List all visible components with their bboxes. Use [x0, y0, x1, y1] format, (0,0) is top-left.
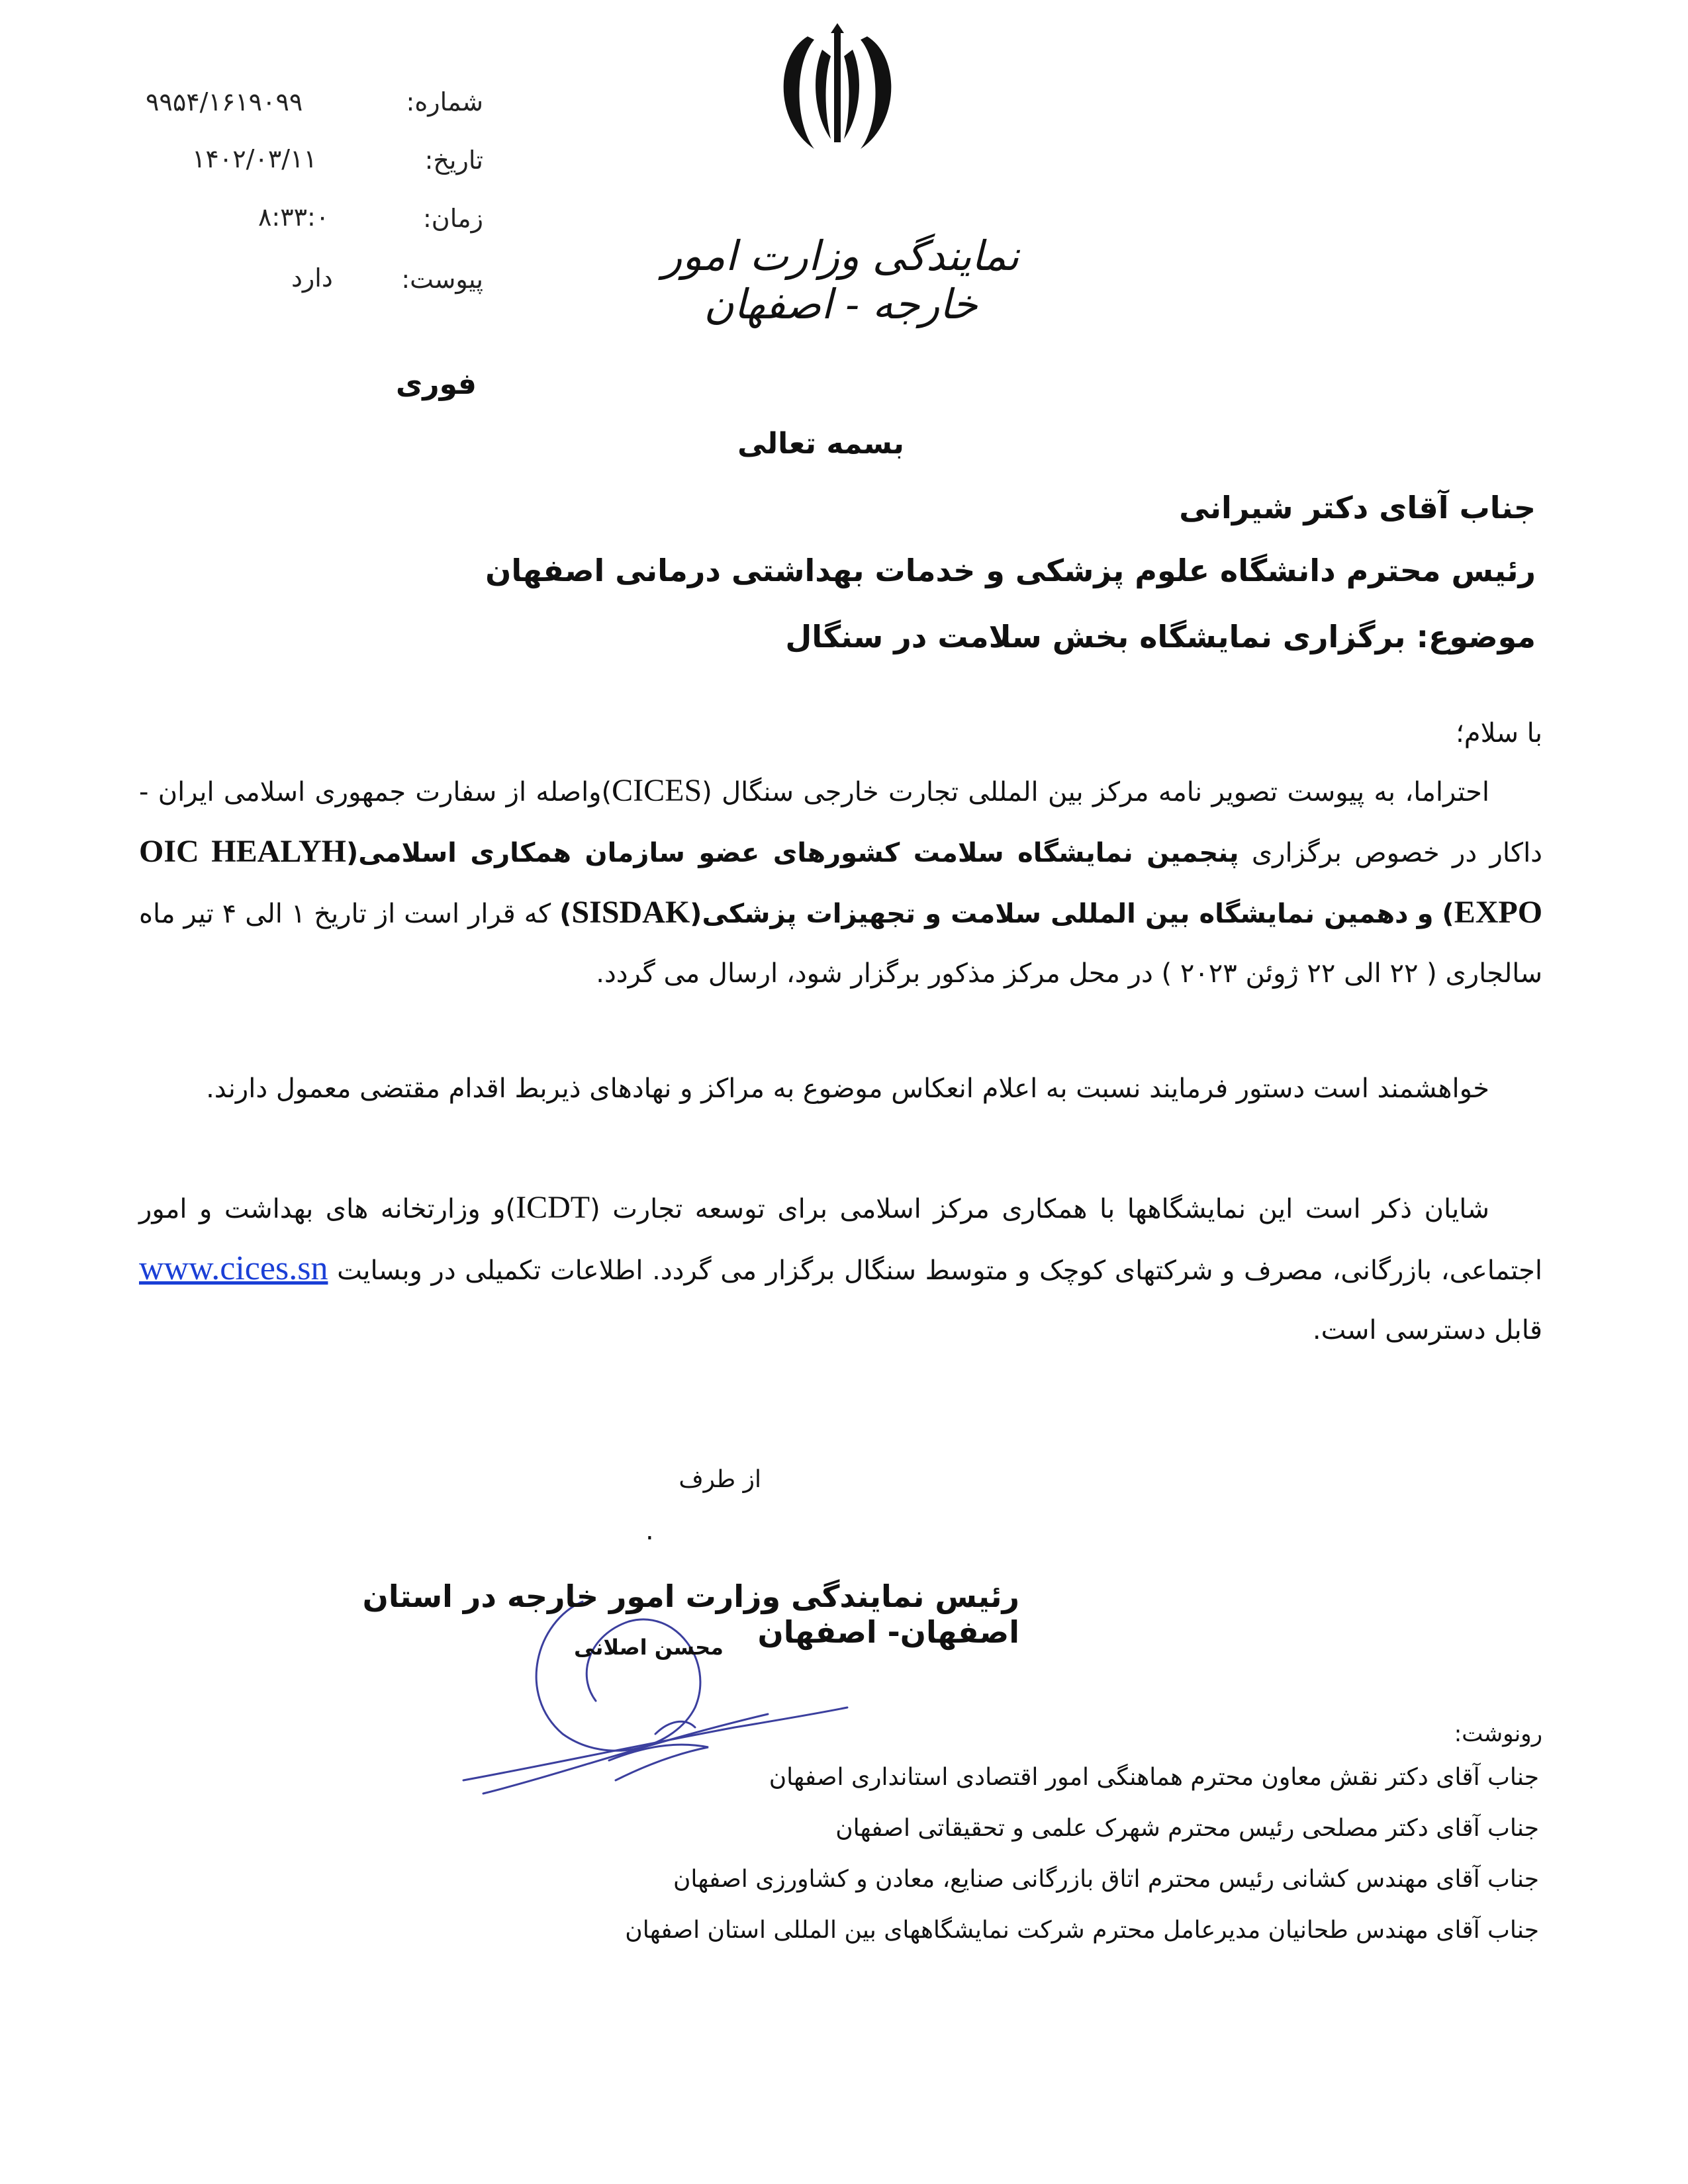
subject-line: موضوع: برگزاری نمایشگاه بخش سلامت در سنگال — [785, 619, 1536, 655]
p1-bold-2: دهمین نمایشگاه بین المللی سلامت و تجهیزات پزشکی( — [690, 899, 1409, 929]
signatory-name: محسن اصلانی — [574, 1635, 724, 1660]
date-value: ۱۴۰۲/۰۳/۱۱ — [192, 144, 317, 173]
recipient-title: رئیس محترم دانشگاه علوم پزشکی و خدمات بهداشتی درمانی اصفهان — [485, 553, 1536, 588]
p1-bold-2-end: ) — [559, 899, 572, 929]
attachment-value: دارد — [291, 263, 333, 293]
cc-item: جناب آقای دکتر مصلحی رئیس محترم شهرک علمی و تحقیقاتی اصفهان — [835, 1815, 1539, 1842]
cc-item: جناب آقای مهندس کشانی رئیس محترم اتاق بازرگانی صنایع، معادن و کشاورزی اصفهان — [673, 1866, 1539, 1893]
p1-oic: OIC HEALYH EXPO — [139, 834, 1543, 930]
cc-item: جناب آقای دکتر نقش معاون محترم هماهنگی امور اقتصادی استانداری اصفهان — [769, 1764, 1539, 1791]
letter-meta — [139, 79, 483, 318]
p2-text: خواهشمند است دستور فرمایند نسبت به اعلام انعکاس موضوع به مراکز و نهادهای ذیربط اقدام مقتضی معمول دارند. — [206, 1073, 1489, 1104]
iran-emblem-icon — [768, 23, 907, 156]
p3-text-b: )و وزارتخانه های بهداشت و امور اجتماعی، بازرگانی، مصرف و شرکتهای کوچک و متوسط سنگال برگزار می گردد. اطلاعات تکمیلی در وبسایت — [139, 1194, 1543, 1286]
office-name: نمایندگی وزارت امور خارجه - اصفهان — [662, 232, 1019, 328]
p1-bold-1: پنجمین نمایشگاه سلامت کشورهای عضو سازمان همکاری اسلامی( — [346, 838, 1239, 868]
p1-sisdak: SISDAK — [571, 895, 690, 930]
time-value: ۸:۳۳:۰ — [258, 203, 330, 232]
p1-text-a: احتراما، به پیوست تصویر نامه مرکز بین المللی تجارت خارجی سنگال ( — [702, 777, 1489, 807]
body-paragraph-1 — [139, 761, 1542, 1003]
attachment-label: پیوست: — [401, 265, 483, 294]
p1-text-c: که قرار است از تاریخ ۱ الی ۴ تیر ماه سالجاری ( ۲۲ الی ۲۲ ژوئن ۲۰۲۳ ) در محل مرکز مذکور برگزار شود، ارسال می گردد. — [139, 899, 1542, 989]
time-label: زمان: — [423, 204, 483, 233]
closing-dot: . — [645, 1516, 654, 1546]
cc-label: رونوشت: — [1454, 1721, 1542, 1747]
recipient-name: جناب آقای دکتر شیرانی — [1179, 490, 1536, 525]
p1-cices: CICES — [612, 773, 702, 808]
number-value: ۹۹۵۴/۱۶۱۹۰۹۹ — [146, 87, 303, 116]
p1-and: و — [1417, 899, 1434, 929]
number-label: شماره: — [406, 87, 483, 116]
date-label: تاریخ: — [424, 146, 483, 175]
signatory-title: رئیس نمایندگی وزارت امور خارجه در استان اصفهان- اصفهان — [362, 1578, 1019, 1650]
p1-text-b: )واصله از سفارت جمهوری اسلامی ایران - داکار در خصوص برگزاری — [139, 777, 1542, 868]
bismillah-heading: بسمه تعالی — [737, 427, 904, 461]
p3-icdt: ICDT — [516, 1190, 590, 1225]
p3-text-c: قابل دسترسی است. — [1312, 1315, 1542, 1345]
from-label: از طرف — [679, 1466, 761, 1493]
body-paragraph-3 — [139, 1178, 1542, 1360]
cices-website-link[interactable]: www.cices.sn — [139, 1250, 328, 1287]
body-paragraph-2 — [139, 1059, 1542, 1118]
p3-text-a: شایان ذکر است این نمایشگاهها با همکاری مرکز اسلامی برای توسعه تجارت ( — [590, 1194, 1489, 1224]
cc-item: جناب آقای مهندس طحانیان مدیرعامل محترم شرکت نمایشگاههای بین المللی استان اصفهان — [625, 1917, 1539, 1944]
p1-bold-1-end: ) — [1442, 899, 1454, 929]
urgent-label: فوری — [395, 367, 477, 401]
greeting: با سلام؛ — [1456, 718, 1542, 749]
